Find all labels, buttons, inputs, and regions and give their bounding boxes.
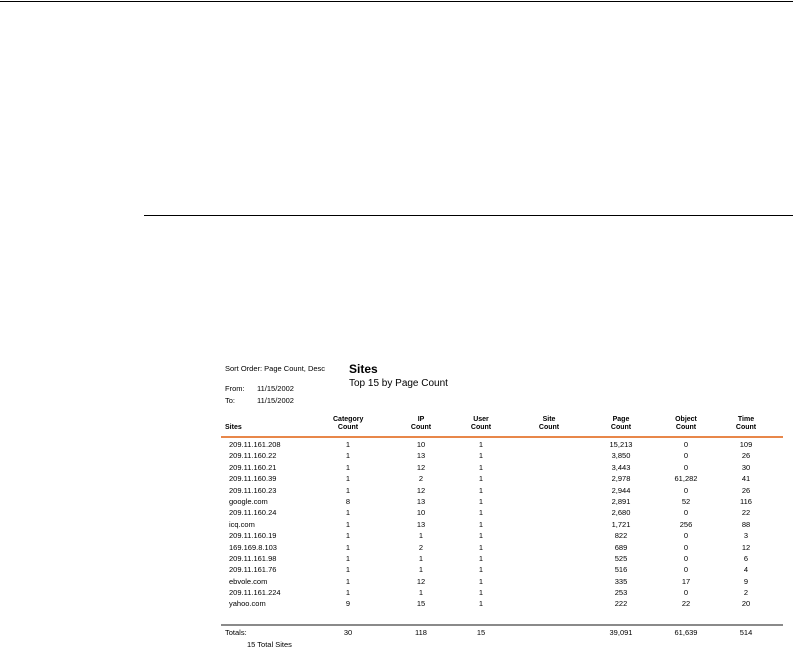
from-label: From: <box>225 384 245 393</box>
cell-site: google.com <box>229 496 268 506</box>
report-subtitle: Top 15 by Page Count <box>349 378 448 389</box>
cell-time: 20 <box>741 599 751 609</box>
cell-object: 0 <box>683 588 689 598</box>
top-divider <box>0 1 793 2</box>
cell-user: 1 <box>478 542 484 552</box>
cell-page: 822 <box>614 531 628 541</box>
cell-object: 0 <box>683 451 689 461</box>
cell-time: 26 <box>741 485 751 495</box>
cell-user: 1 <box>478 553 484 563</box>
cell-page: 2,944 <box>611 485 631 495</box>
cell-user: 1 <box>478 485 484 495</box>
total-category: 30 <box>343 628 353 637</box>
cell-user: 1 <box>478 588 484 598</box>
cell-ip: 10 <box>416 440 426 449</box>
from-date: 11/15/2002 <box>257 384 294 393</box>
cell-page: 525 <box>614 553 628 563</box>
cell-user: 1 <box>478 474 484 484</box>
cell-time: 30 <box>741 462 751 472</box>
cell-user: 1 <box>478 565 484 575</box>
report-rows <box>221 439 783 610</box>
table-row <box>221 473 783 484</box>
table-row <box>221 598 783 609</box>
cell-time: 12 <box>741 542 751 552</box>
cell-user: 1 <box>478 519 484 529</box>
cell-site: 209.11.160.19 <box>229 531 277 541</box>
cell-object: 0 <box>683 531 689 541</box>
cell-ip: 12 <box>416 485 426 495</box>
cell-object: 256 <box>679 519 693 529</box>
cell-site: 209.11.161.208 <box>229 440 281 449</box>
table-row <box>221 519 783 530</box>
header-underline <box>221 436 783 438</box>
cell-ip: 1 <box>418 588 424 598</box>
cell-ip: 1 <box>418 565 424 575</box>
cell-object: 0 <box>683 462 689 472</box>
to-date: 11/15/2002 <box>257 396 294 405</box>
cell-category: 1 <box>345 531 351 541</box>
cell-site: 209.11.160.39 <box>229 474 277 484</box>
cell-object: 0 <box>683 485 689 495</box>
cell-object: 0 <box>683 440 689 449</box>
cell-ip: 2 <box>418 542 424 552</box>
header-site-count: Site Count <box>538 416 560 431</box>
cell-category: 8 <box>345 496 351 506</box>
cell-category: 1 <box>345 462 351 472</box>
totals-row <box>221 627 783 639</box>
cell-category: 1 <box>345 508 351 518</box>
header-page-count: Page Count <box>610 416 632 431</box>
cell-time: 3 <box>743 531 749 541</box>
table-row <box>221 439 783 450</box>
cell-site: 209.11.161.76 <box>229 565 277 575</box>
table-row <box>221 485 783 496</box>
cell-category: 1 <box>345 440 351 449</box>
cell-site: 209.11.160.22 <box>229 451 277 461</box>
cell-site: 209.11.160.24 <box>229 508 277 518</box>
cell-object: 22 <box>681 599 691 609</box>
cell-site: icq.com <box>229 519 255 529</box>
header-category-count: Category Count <box>333 416 364 431</box>
totals-label: Totals: <box>225 628 247 637</box>
cell-category: 1 <box>345 553 351 563</box>
cell-user: 1 <box>478 599 484 609</box>
cell-user: 1 <box>478 451 484 461</box>
sites-report <box>221 362 783 662</box>
header-user-count: User Count <box>470 416 492 431</box>
table-row <box>221 542 783 553</box>
table-row <box>221 450 783 461</box>
cell-page: 15,213 <box>609 440 633 449</box>
cell-category: 1 <box>345 576 351 586</box>
cell-site: 209.11.160.21 <box>229 462 277 472</box>
cell-user: 1 <box>478 508 484 518</box>
cell-page: 1,721 <box>611 519 631 529</box>
report-title: Sites <box>349 362 378 376</box>
cell-time: 109 <box>739 440 753 449</box>
cell-ip: 1 <box>418 531 424 541</box>
cell-time: 9 <box>743 576 749 586</box>
cell-user: 1 <box>478 576 484 586</box>
cell-time: 41 <box>741 474 751 484</box>
cell-page: 335 <box>614 576 628 586</box>
cell-time: 26 <box>741 451 751 461</box>
cell-user: 1 <box>478 462 484 472</box>
header-object-count: Object Count <box>675 416 697 431</box>
cell-ip: 13 <box>416 519 426 529</box>
cell-category: 1 <box>345 542 351 552</box>
cell-page: 2,680 <box>611 508 631 518</box>
cell-page: 2,891 <box>611 496 631 506</box>
cell-page: 222 <box>614 599 628 609</box>
cell-page: 516 <box>614 565 628 575</box>
header-sites: Sites <box>225 424 242 431</box>
total-time: 514 <box>739 628 753 637</box>
cell-object: 17 <box>681 576 691 586</box>
cell-category: 1 <box>345 485 351 495</box>
cell-page: 689 <box>614 542 628 552</box>
table-row <box>221 576 783 587</box>
cell-category: 1 <box>345 588 351 598</box>
cell-user: 1 <box>478 496 484 506</box>
cell-time: 22 <box>741 508 751 518</box>
header-ip-count: IP Count <box>410 416 432 431</box>
cell-page: 253 <box>614 588 628 598</box>
cell-site: ebvole.com <box>229 576 268 586</box>
cell-user: 1 <box>478 531 484 541</box>
section-divider <box>144 215 793 216</box>
table-row <box>221 496 783 507</box>
table-row <box>221 553 783 564</box>
total-object: 61,639 <box>674 628 698 637</box>
cell-object: 61,282 <box>674 474 698 484</box>
total-user: 15 <box>476 628 486 637</box>
total-page: 39,091 <box>609 628 633 637</box>
cell-time: 4 <box>743 565 749 575</box>
cell-ip: 12 <box>416 576 426 586</box>
cell-object: 0 <box>683 553 689 563</box>
cell-site: 209.11.161.224 <box>229 588 281 598</box>
cell-time: 88 <box>741 519 751 529</box>
cell-category: 1 <box>345 519 351 529</box>
cell-category: 1 <box>345 474 351 484</box>
header-time-count: Time Count <box>735 416 757 431</box>
cell-site: 209.11.161.98 <box>229 553 277 563</box>
cell-ip: 13 <box>416 496 426 506</box>
cell-ip: 10 <box>416 508 426 518</box>
totals-divider <box>221 624 783 626</box>
cell-category: 1 <box>345 565 351 575</box>
cell-ip: 12 <box>416 462 426 472</box>
table-row <box>221 507 783 518</box>
cell-object: 0 <box>683 542 689 552</box>
table-row <box>221 530 783 541</box>
cell-ip: 1 <box>418 553 424 563</box>
cell-site: yahoo.com <box>229 599 266 609</box>
cell-ip: 2 <box>418 474 424 484</box>
table-row <box>221 462 783 473</box>
cell-time: 116 <box>740 496 752 506</box>
cell-time: 2 <box>743 588 749 598</box>
cell-object: 0 <box>683 565 689 575</box>
total-sites: 15 Total Sites <box>247 640 292 649</box>
to-label: To: <box>225 396 236 405</box>
table-row <box>221 564 783 575</box>
table-row <box>221 587 783 598</box>
cell-ip: 15 <box>416 599 426 609</box>
cell-ip: 13 <box>416 451 426 461</box>
cell-object: 52 <box>681 496 691 506</box>
cell-page: 2,978 <box>611 474 631 484</box>
cell-category: 9 <box>345 599 351 609</box>
sort-order: Sort Order: Page Count, Desc <box>225 364 326 373</box>
cell-category: 1 <box>345 451 351 461</box>
cell-user: 1 <box>478 440 484 449</box>
cell-page: 3,850 <box>611 451 631 461</box>
cell-site: 209.11.160.23 <box>229 485 277 495</box>
cell-page: 3,443 <box>611 462 631 472</box>
cell-site: 169.169.8.103 <box>229 542 277 552</box>
cell-object: 0 <box>683 508 689 518</box>
cell-time: 6 <box>743 553 749 563</box>
total-ip: 118 <box>415 628 427 637</box>
